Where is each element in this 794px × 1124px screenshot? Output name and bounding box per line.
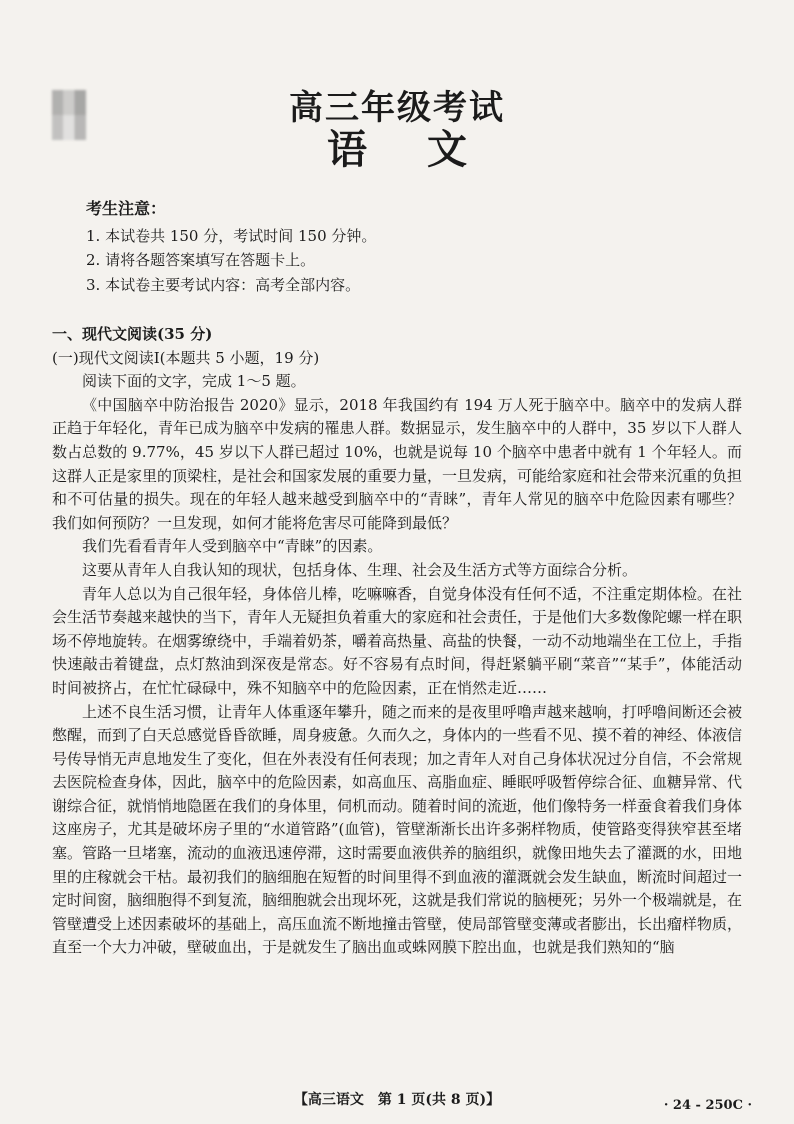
paragraph: 上述不良生活习惯，让青年人体重逐年攀升，随之而来的是夜里呼噜声越来越响，打呼噜间断还会被憋醒，而到了白天总感觉昏昏欲睡，周身疲惫。久而久之，身体内的一些看不见、摸不着的神经、体液信号传导悄无声息地发生了变化，但在外表没有任何表现；加之青年人对自己身体状况过分自信，不会常规去医院检查身体，因此，脑卒中的危险因素，如高血压、高脂血症、睡眠呼吸暂停综合征、血糖异常、代谢综合征，就悄悄地隐匿在我们的身体里，伺机而动。随着时间的流逝，他们像特务一样蚕食着我们身体这座房子，尤其是破坏房子里的“水道管路”(血管)，管壁渐渐长出许多粥样物质，使管路变得狭窄甚至堵塞。管路一旦堵塞，流动的血液迅速停滞，这时需要血液供养的脑组织，就像田地失去了灌溉的水，田地里的庄稼就会干枯。最初我们的脑细胞在短暂的时间里得不到血液的灌溉就会发生缺血，断流时间超过一定时间窗，脑细胞得不到复流，脑细胞就会出现坏死，这就是我们常说的脑梗死；另外一个极端就是，在管壁遭受上述因素破坏的基础上，高压血流不断地撞击管壁，使局部管壁变薄或者膨出，长出瘤样物质，直至一个大力冲破，壁破血出，于是就发生了脑出血或蛛网膜下腔出血，也就是我们熟知的“脑 bbox=[52, 702, 743, 957]
subject-title: 语文 bbox=[327, 126, 527, 173]
page-footer: 【高三语文 第 1 页(共 8 页)】 bbox=[293, 1092, 501, 1108]
paragraph: 青年人总以为自己很年轻，身体倍儿棒，吃嘛嘛香，自觉身体没有任何不适，不注重定期体检。在社会生活节奏越来越快的当下，青年人无疑担负着重大的家庭和社会责任，于是他们大多数像陀螺一样在职场不停地旋转。在烟雾缭绕中，手端着奶茶，嚼着高热量、高盐的快餐，一动不动地端坐在工位上，手指快速敲击着键盘，点灯熬油到深夜是常态。好不容易有点时间，得赶紧躺平刷“菜音”“某手”，体能活动时间被挤占，在忙忙碌碌中，殊不知脑卒中的危险因素，正在悄然走近…… bbox=[52, 584, 743, 697]
notice-heading: 考生注意： bbox=[86, 199, 167, 218]
paper-code: · 24 - 250C · bbox=[663, 1098, 752, 1113]
reading-passage bbox=[52, 323, 742, 960]
notice-item: 3. 本试卷主要考试内容：高考全部内容。 bbox=[86, 275, 361, 294]
notice-item: 1. 本试卷共 150 分，考试时间 150 分钟。 bbox=[86, 226, 377, 245]
exam-title: 高三年级考试 bbox=[289, 88, 505, 128]
instruction: 阅读下面的文字，完成 1～5 题。 bbox=[82, 372, 306, 391]
section-title: 一、现代文阅读(35 分) bbox=[52, 325, 213, 343]
paragraph: 这要从青年人自我认知的现状，包括身体、生理、社会及生活方式等方面综合分析。 bbox=[82, 560, 638, 579]
paragraph: 我们先看看青年人受到脑卒中“青睐”的因素。 bbox=[82, 537, 383, 556]
paragraph: 《中国脑卒中防治报告 2020》显示，2018 年我国约有 194 万人死于脑卒中。脑卒中的发病人群正趋于年轻化，青年已成为脑卒中发病的罹患人群。数据显示，发生脑卒中的人群中，35 岁以下人群人数占总数的 9.77%，45 岁以下人群已超过 10%，也就是说每 10 个脑卒中患者中就有 1 个年轻人。而这群人正是家里的顶梁柱，是社会和国家发展的重要力量，一旦发病，可能给家庭和社会带来沉重的负担和不可估量的损失。现在的年轻人越来越受到脑卒中的“青睐”，青年人常见的脑卒中危险因素有哪些？我们如何预防？一旦发现，如何才能将危害尽可能降到最低？ bbox=[52, 395, 743, 532]
notice-item: 2. 请将各题答案填写在答题卡上。 bbox=[86, 251, 316, 269]
section-subtitle: (一)现代文阅读Ⅰ(本题共 5 小题，19 分) bbox=[52, 348, 320, 367]
candidate-notice bbox=[86, 197, 376, 297]
